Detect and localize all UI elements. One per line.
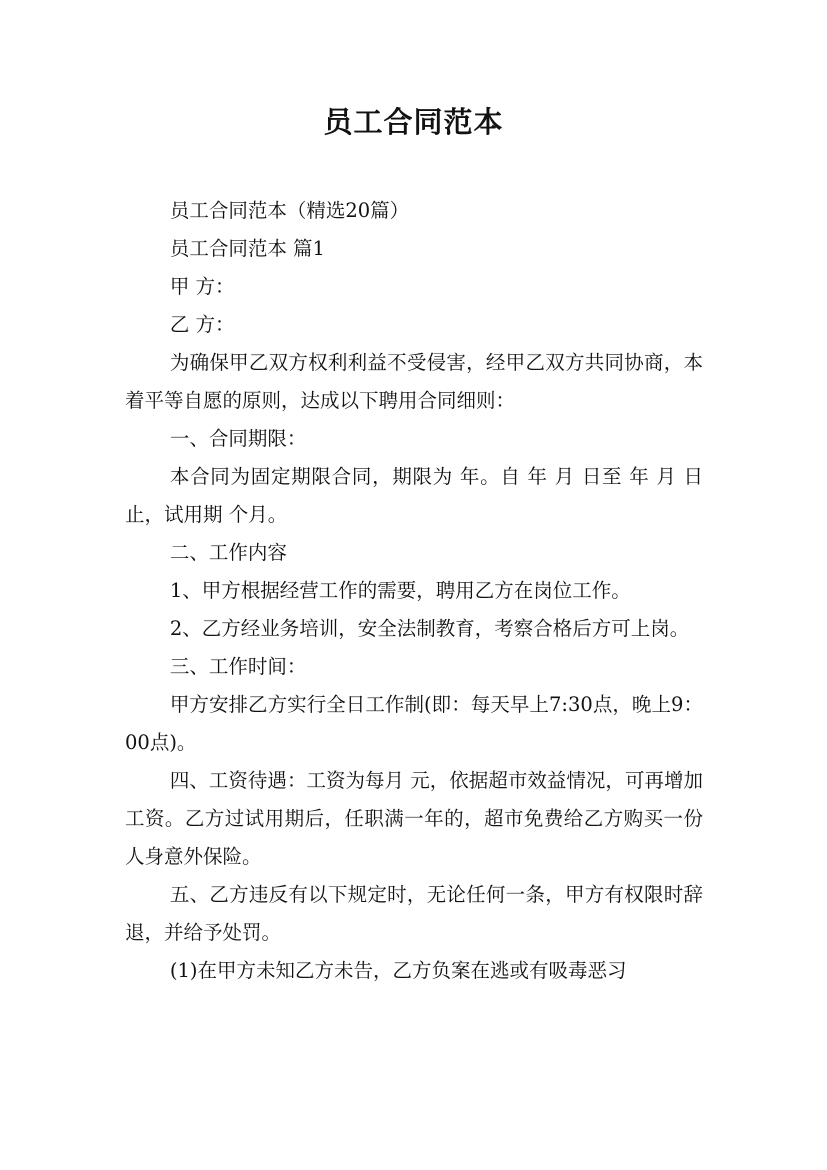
paragraph-violation-1: (1)在甲方未知乙方未告，乙方负案在逃或有吸毒恶习 (169, 959, 627, 982)
document-title: 员工合同范本 (323, 105, 504, 139)
paragraph-work-1: 1、甲方根据经营工作的需要，聘用乙方在岗位工作。 (169, 579, 631, 602)
paragraph-term: 本合同为固定期限合同，期限为 年。自 年 月 日至 年 月 日止，试用期 个月。 (125, 465, 703, 526)
paragraph-section-heading: 员工合同范本 篇1 (169, 237, 325, 260)
paragraph-salary: 四、工资待遇：工资为每月 元，依据超市效益情况，可再增加工资。乙方过试用期后，任职满一年的，超市免费给乙方购买一份人身意外保险。 (125, 769, 703, 868)
paragraph-party-b: 乙 方： (169, 313, 235, 336)
paragraph-hours: 甲方安排乙方实行全日工作制(即：每天早上7:30点，晚上9：00点)。 (125, 693, 703, 754)
paragraph-violation: 五、乙方违反有以下规定时，无论任何一条，甲方有权限时辞退，并给予处罚。 (125, 883, 703, 944)
paragraph-preamble: 为确保甲乙双方权利利益不受侵害，经甲乙双方共同协商，本着平等自愿的原则，达成以下聘用合同细则： (125, 351, 703, 412)
paragraph-subtitle: 员工合同范本（精选20篇） (169, 199, 410, 222)
paragraph-heading-hours: 三、工作时间： (169, 655, 307, 678)
paragraph-heading-term: 一、合同期限： (169, 427, 307, 450)
document-body (125, 192, 703, 990)
paragraph-work-2: 2、乙方经业务培训，安全法制教育，考察合格后方可上岗。 (169, 617, 690, 640)
paragraph-heading-work: 二、工作内容 (169, 541, 287, 564)
paragraph-party-a: 甲 方： (169, 275, 235, 298)
